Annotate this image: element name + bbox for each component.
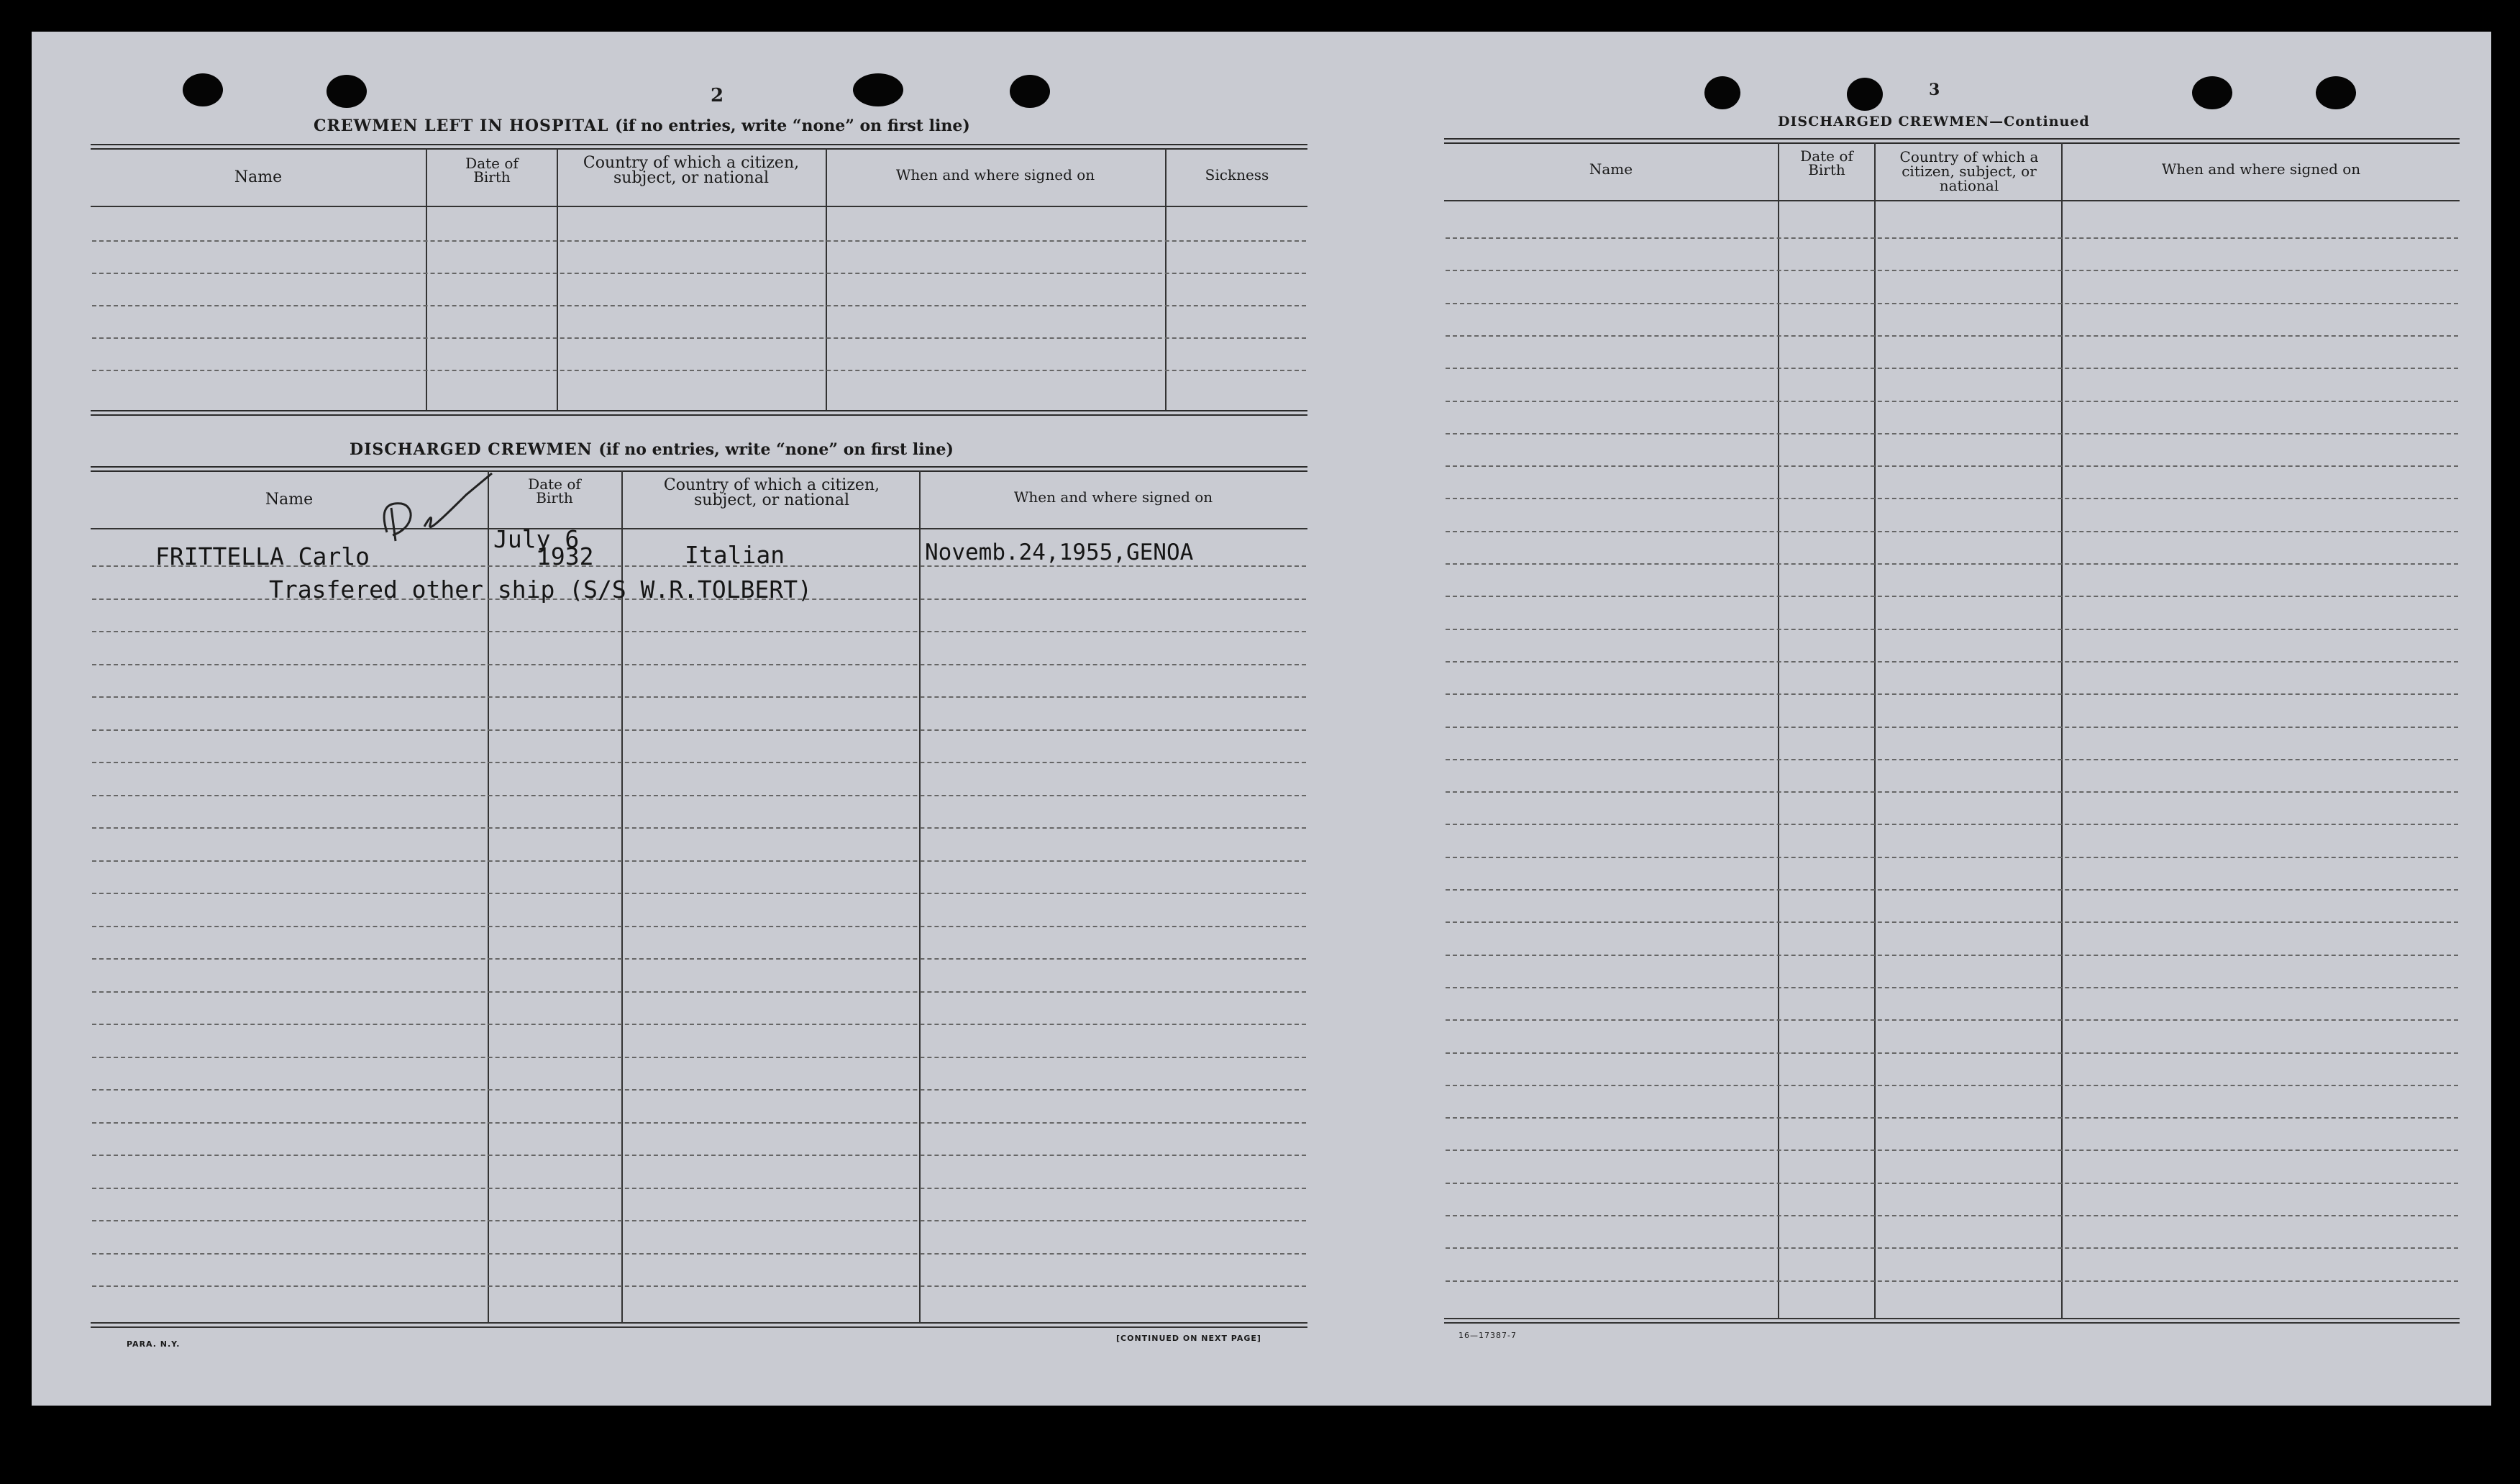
ruled-line [1446, 596, 2458, 597]
ruled-line [1446, 1215, 2458, 1216]
discharged-header-dob: Date of Birth [528, 475, 581, 506]
discharged-table-top-rule [91, 466, 1307, 472]
right-header-dob: Date of Birth [1800, 147, 1853, 178]
ruled-line [1446, 563, 2458, 565]
ruled-line [1446, 498, 2458, 499]
ruled-line [1446, 1117, 2458, 1119]
handwritten-check-mark [358, 466, 502, 545]
hospital-table-top-rule [91, 144, 1307, 150]
discharged-title-note: (if no entries, write “none” on first line) [598, 440, 954, 459]
ruled-line [1446, 237, 2458, 239]
hospital-header-name: Name [234, 168, 283, 186]
right-table-top-rule [1444, 138, 2460, 144]
punch-hole [1847, 78, 1883, 111]
ruled-line [92, 1024, 1306, 1025]
continued-note: [CONTINUED ON NEXT PAGE] [1116, 1334, 1261, 1343]
ruled-line [1446, 1019, 2458, 1021]
ruled-line [1446, 727, 2458, 728]
ruled-line [1446, 1052, 2458, 1054]
crew-entry-country: Italian [685, 541, 785, 569]
ruled-line [1446, 1183, 2458, 1184]
right-header-country: Country of which a citizen, subject, or national [1899, 148, 2039, 194]
right-table-bottom-rule [1444, 1318, 2460, 1319]
ruled-line [1446, 368, 2458, 369]
page-number-right: 3 [1929, 81, 1940, 99]
ruled-line [92, 337, 1306, 339]
ruled-line [1446, 1085, 2458, 1086]
page-number-left: 2 [711, 85, 724, 106]
hospital-header-sickness: Sickness [1205, 166, 1269, 183]
right-col-divider [1874, 142, 1876, 1319]
ruled-line [1446, 955, 2458, 956]
ruled-line [1446, 987, 2458, 988]
ruled-line [92, 1220, 1306, 1221]
ruled-line [92, 1122, 1306, 1124]
right-header-name: Name [1589, 160, 1633, 178]
discharged-section-title [350, 440, 954, 459]
ruled-line [1446, 759, 2458, 760]
hospital-title-note: (if no entries, write “none” on first line) [615, 117, 970, 135]
right-col-divider [2061, 142, 2063, 1319]
ruled-line [1446, 531, 2458, 532]
ruled-line [92, 827, 1306, 829]
hospital-header-rule [91, 206, 1307, 207]
ruled-line [1446, 401, 2458, 402]
ruled-line [1446, 1150, 2458, 1151]
ruled-line [92, 1089, 1306, 1091]
ruled-line [1446, 1247, 2458, 1249]
discharged-title-text: DISCHARGED CREWMEN [350, 440, 593, 459]
ruled-line [1446, 857, 2458, 858]
hospital-header-signed: When and where signed on [895, 166, 1095, 183]
hospital-title-text: CREWMEN LEFT IN HOSPITAL [314, 117, 609, 135]
discharged-header-signed: When and where signed on [1013, 488, 1213, 506]
ruled-line [1446, 889, 2458, 891]
ruled-line [92, 795, 1306, 796]
ruled-line [1446, 335, 2458, 337]
discharged-header-name: Name [265, 491, 314, 509]
crew-entry-birth-year: 1932 [537, 542, 594, 570]
ruled-line [1446, 824, 2458, 825]
crew-entry-signed-on: Novemb.24,1955,GENOA [925, 540, 1194, 565]
ruled-line [92, 1155, 1306, 1156]
hospital-header-country: Country of which a citizen, subject, or national [583, 154, 800, 187]
hospital-table-bottom-rule [91, 410, 1307, 416]
crew-entry-remark: Trasfered other ship (S/S W.R.TOLBERT) [269, 575, 812, 604]
ruled-line [92, 991, 1306, 993]
ruled-line [92, 1188, 1306, 1189]
ruled-line [92, 305, 1306, 306]
ruled-line [92, 370, 1306, 371]
ruled-line [1446, 270, 2458, 271]
document-sheet [32, 32, 2491, 1406]
ruled-line [1446, 1280, 2458, 1282]
ruled-line [92, 1285, 1306, 1287]
right-col-divider [1778, 142, 1779, 1319]
crew-entry-birth-month: July 6 [493, 525, 580, 553]
ruled-line [92, 631, 1306, 632]
punch-hole [2192, 76, 2232, 109]
ruled-line [1446, 921, 2458, 923]
ruled-line [1446, 629, 2458, 630]
ruled-line [1446, 693, 2458, 695]
punch-hole [327, 75, 367, 108]
ruled-line [92, 240, 1306, 242]
ruled-line [92, 729, 1306, 731]
discharged-table-bottom-rule [91, 1322, 1307, 1324]
ruled-line [92, 762, 1306, 763]
ruled-line [92, 958, 1306, 960]
right-header-signed: When and where signed on [2161, 160, 2361, 178]
discharged-header-country: Country of which a citizen, subject, or national [663, 476, 880, 509]
ruled-line [92, 696, 1306, 698]
ruled-line [92, 926, 1306, 927]
left-page-footer-rule [91, 1326, 1307, 1328]
ruled-line [1446, 303, 2458, 304]
punch-hole [1010, 75, 1050, 108]
punch-hole [853, 73, 903, 106]
right-page-footer-rule [1444, 1322, 2460, 1324]
crew-entry-name: FRITTELLA Carlo [155, 542, 370, 570]
hospital-header-dob: Date of Birth [465, 155, 519, 186]
punch-hole [1704, 76, 1740, 109]
ruled-line [1446, 465, 2458, 467]
form-number: 16—17387-7 [1458, 1331, 1517, 1340]
ruled-line [92, 860, 1306, 862]
discharged-header-rule [91, 528, 1307, 529]
right-section-title: DISCHARGED CREWMEN—Continued [1778, 114, 2090, 129]
punch-hole [2316, 76, 2356, 109]
ruled-line [92, 1057, 1306, 1058]
printer-imprint: PARA. N.Y. [127, 1339, 181, 1349]
ruled-line [1446, 791, 2458, 793]
ruled-line [1446, 661, 2458, 663]
ruled-line [92, 664, 1306, 665]
ruled-line [1446, 433, 2458, 434]
ruled-line [92, 893, 1306, 894]
ruled-line [92, 1253, 1306, 1255]
punch-hole [183, 73, 223, 106]
ruled-line [92, 273, 1306, 274]
right-header-rule [1444, 200, 2460, 201]
hospital-section-title [314, 117, 970, 135]
